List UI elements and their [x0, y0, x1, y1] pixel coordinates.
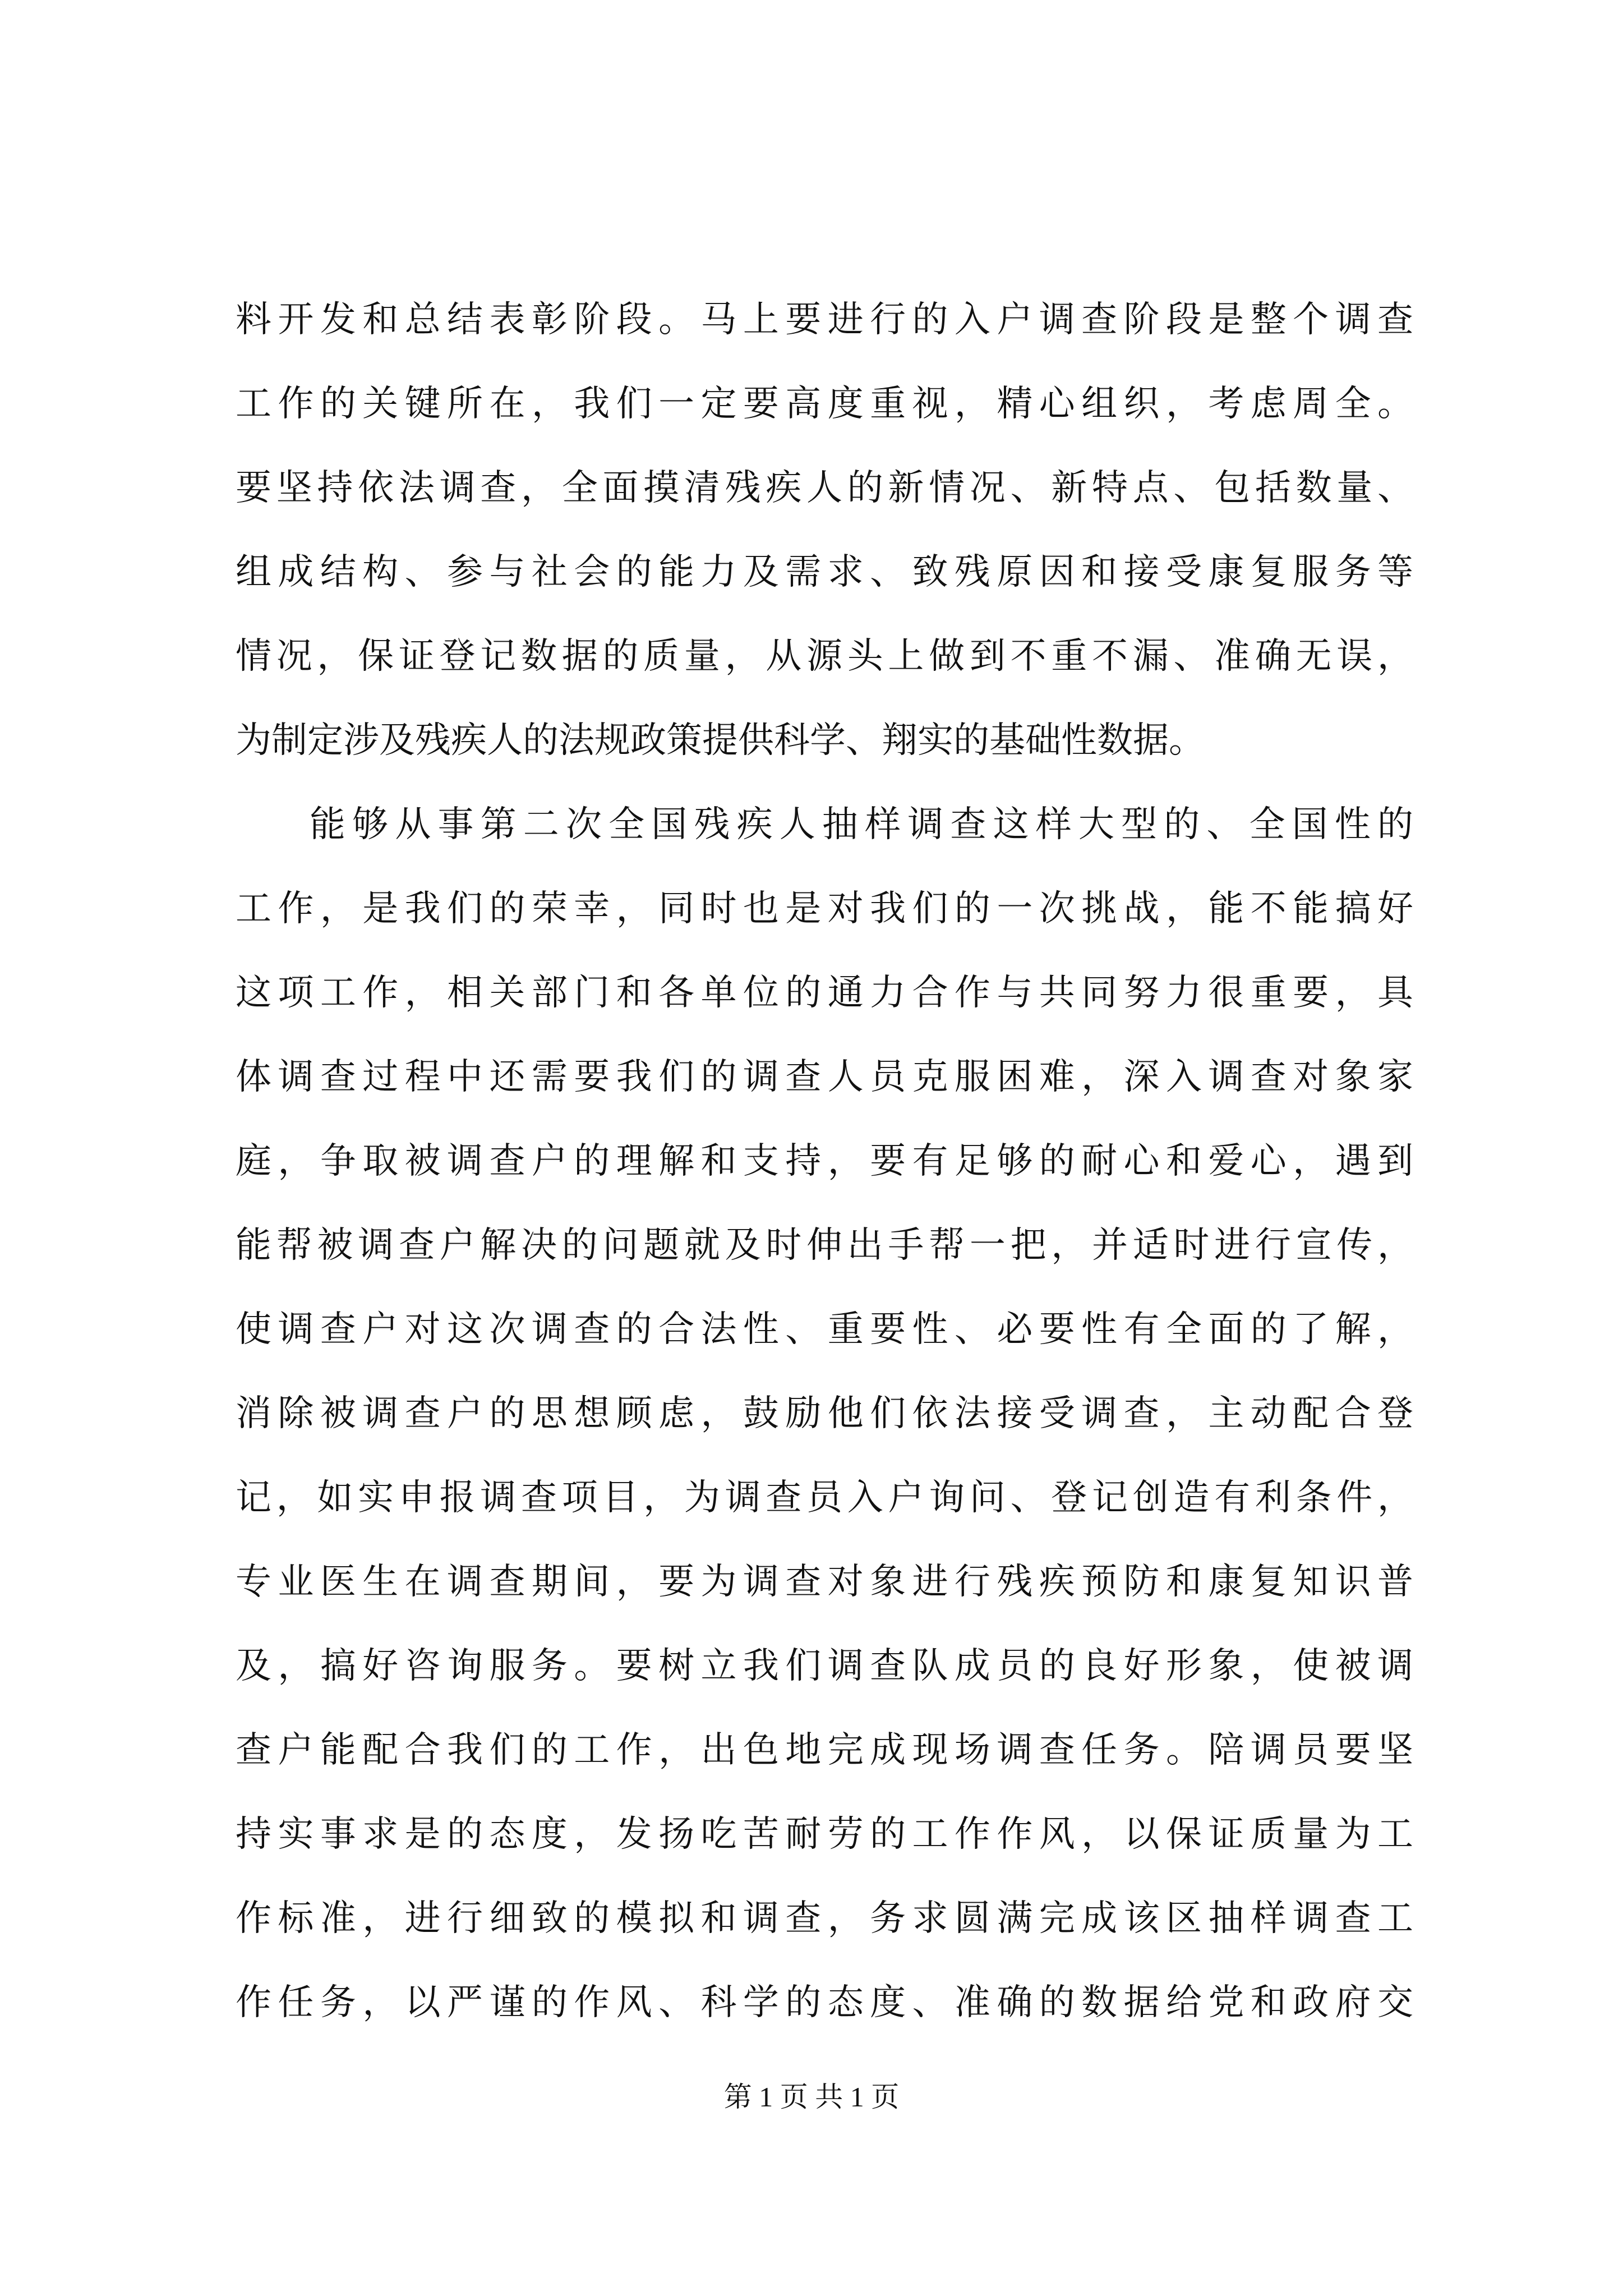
paragraph-line: 使调查户对这次调查的合法性、重要性、必要性有全面的了解， [236, 1309, 1413, 1350]
paragraph-line: 情况，保证登记数据的质量，从源头上做到不重不漏、准确无误， [236, 636, 1413, 677]
page-footer: 第 1 页 共 1 页 [723, 2081, 900, 2113]
paragraph-line: 能帮被调查户解决的问题就及时伸出手帮一把，并适时进行宣传， [236, 1225, 1413, 1266]
paragraph-line: 持实事求是的态度，发扬吃苦耐劳的工作作风，以保证质量为工 [236, 1814, 1413, 1855]
paragraph-line: 体调查过程中还需要我们的调查人员克服困难，深入调查对象家 [236, 1056, 1413, 1098]
paragraph-line: 要坚持依法调查，全面摸清残疾人的新情况、新特点、包括数量、 [236, 467, 1413, 509]
paragraph-line: 工作，是我们的荣幸，同时也是对我们的一次挑战，能不能搞好 [236, 888, 1413, 930]
paragraph-line: 及，搞好咨询服务。要树立我们调查队成员的良好形象，使被调 [236, 1645, 1413, 1687]
paragraph-line: 消除被调查户的思想顾虑，鼓励他们依法接受调查，主动配合登 [236, 1393, 1413, 1434]
paragraph-line: 专业医生在调查期间，要为调查对象进行残疾预防和康复知识普 [236, 1561, 1413, 1603]
paragraph-line: 这项工作，相关部门和各单位的通力合作与共同努力很重要，具 [236, 972, 1413, 1014]
paragraph-line: 作标准，进行细致的模拟和调查，务求圆满完成该区抽样调查工 [236, 1898, 1413, 1939]
paragraph-line: 组成结构、参与社会的能力及需求、致残原因和接受康复服务等 [236, 551, 1413, 593]
paragraph-line: 为制定涉及残疾人的法规政策提供科学、翔实的基础性数据。 [236, 720, 1205, 761]
paragraph-line: 庭，争取被调查户的理解和支持，要有足够的耐心和爱心，遇到 [236, 1140, 1413, 1182]
paragraph-line: 查户能配合我们的工作，出色地完成现场调查任务。陪调员要坚 [236, 1729, 1413, 1771]
paragraph-line: 工作的关键所在，我们一定要高度重视，精心组织，考虑周全。 [236, 383, 1413, 425]
paragraph-line: 料开发和总结表彰阶段。马上要进行的入户调查阶段是整个调查 [236, 299, 1413, 341]
paragraph-line: 作任务，以严谨的作风、科学的态度、准确的数据给党和政府交 [236, 1982, 1413, 2023]
paragraph-first-line: 能够从事第二次全国残疾人抽样调查这样大型的、全国性的 [310, 804, 1413, 845]
paragraph-line: 记，如实申报调查项目，为调查员入户询问、登记创造有利条件， [236, 1477, 1413, 1519]
